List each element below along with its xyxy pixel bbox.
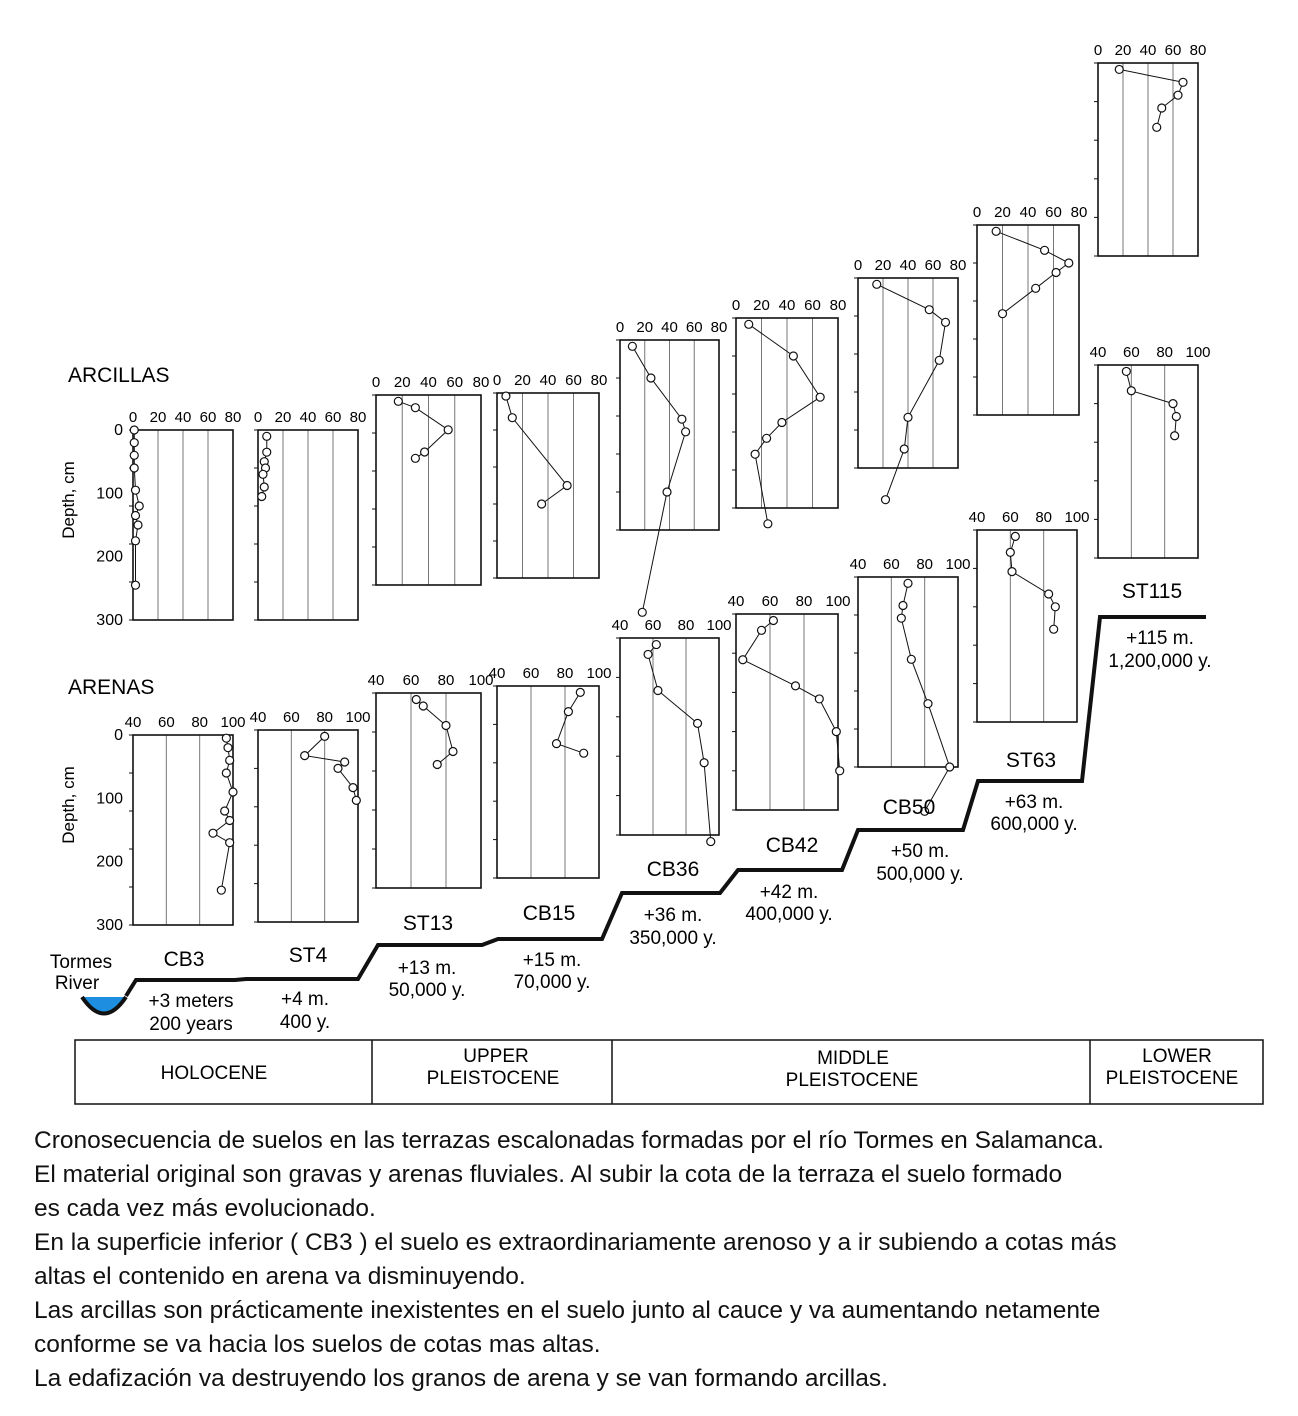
clay-cb42-x-tick-label: 0 — [731, 297, 741, 314]
sand-cb15-x-tick-label: 100 — [586, 665, 612, 682]
sand-st63-x-tick-label: 40 — [968, 509, 986, 526]
clay-st115-data-point — [1158, 104, 1166, 112]
sand-cb36-x-tick-label: 80 — [677, 617, 695, 634]
caption-line: Las arcillas son prácticamente inexistentes en el suelo junto al cauce y va aumentando netamente — [34, 1297, 1101, 1324]
caption-line: La edafización va destruyendo los granos de arena y se van formando arcillas. — [34, 1365, 888, 1392]
clay-cb15-x-tick-label: 80 — [590, 372, 608, 389]
clay-cb36-data-point — [678, 415, 686, 423]
sand-cb3-data-point — [222, 769, 230, 777]
sand-section-label: ARENAS — [68, 676, 155, 699]
clay-cb50-data-point — [904, 413, 912, 421]
sand-st13-panel — [368, 672, 494, 888]
clay-cb3-data-point — [130, 426, 138, 434]
clay-cb3-data-point — [130, 451, 138, 459]
profile-name-cb50: CB50 — [882, 796, 936, 819]
sand-cb36-panel — [612, 617, 732, 846]
caption-line: Cronosecuencia de suelos en las terrazas escalonadas formadas por el río Tormes en Salamanca. — [34, 1127, 1104, 1154]
sand-cb3-data-point — [224, 744, 232, 752]
sand-st115-panel — [1090, 344, 1211, 558]
clay-st13-x-tick-label: 60 — [446, 374, 464, 391]
clay-st4-x-tick-label: 0 — [253, 409, 263, 426]
clay-cb50-panel — [854, 257, 967, 504]
sand-cb36-x-tick-label: 100 — [706, 617, 732, 634]
caption-line: En la superficie inferior ( CB3 ) el suelo es extraordinariamente arenoso y a ir subiendo a cotas más — [34, 1229, 1117, 1256]
clay-cb3-data-point — [135, 502, 143, 510]
profile-name-st4: ST4 — [288, 944, 328, 967]
clay-cb15-profile-line — [506, 396, 567, 504]
clay-cb15-x-tick-label: 0 — [492, 372, 502, 389]
sand-st63-panel — [969, 509, 1090, 722]
sand-cb36-data-point — [652, 641, 660, 649]
clay-cb50-data-point — [925, 306, 933, 314]
clay-cb42-panel — [732, 297, 847, 528]
profile-name-st13: ST13 — [402, 912, 454, 935]
sand-st63-x-tick-label: 80 — [1035, 509, 1053, 526]
sand-depth-axis-label: Depth, cm — [59, 766, 78, 844]
sand-cb36-data-point — [707, 838, 715, 846]
sand-st63-x-tick-label: 100 — [1064, 509, 1090, 526]
sand-st63-data-point — [1051, 603, 1059, 611]
sand-cb3-data-point — [209, 829, 217, 837]
sand-cb42-frame — [736, 614, 838, 810]
terrace-height-cb50: +50 m. — [890, 841, 950, 862]
clay-st115-x-tick-label: 0 — [1093, 42, 1103, 59]
clay-cb3-data-point — [132, 512, 140, 520]
sand-cb36-data-point — [700, 759, 708, 767]
terrace-age-st4: 400 y. — [279, 1012, 331, 1033]
clay-st4-data-point — [258, 493, 266, 501]
clay-cb50-data-point — [942, 318, 950, 326]
sand-cb42-x-tick-label: 60 — [761, 593, 779, 610]
clay-st115-x-tick-label: 80 — [1189, 42, 1207, 59]
clay-cb36-x-tick-label: 60 — [685, 319, 703, 336]
sand-cb42-x-tick-label: 80 — [795, 593, 813, 610]
clay-st63-x-tick-label: 40 — [1019, 204, 1037, 221]
sand-cb36-data-point — [654, 687, 662, 695]
profile-name-cb36: CB36 — [646, 858, 700, 881]
sand-cb3-depth-tick-label: 300 — [96, 917, 123, 934]
sand-cb50-x-tick-label: 60 — [882, 556, 900, 573]
sand-cb50-data-point — [924, 700, 932, 708]
sand-st115-data-point — [1122, 367, 1130, 375]
clay-st4-data-point — [260, 483, 268, 491]
clay-st13-data-point — [444, 426, 452, 434]
clay-cb15-data-point — [502, 392, 510, 400]
sand-cb3-depth-tick-label: 0 — [114, 727, 123, 744]
sand-cb3-data-point — [217, 886, 225, 894]
sand-cb3-x-tick-label: 60 — [157, 714, 175, 731]
sand-cb42-data-point — [836, 767, 844, 775]
river-label-line2: River — [54, 973, 100, 994]
sand-cb15-x-tick-label: 60 — [522, 665, 540, 682]
clay-st4-panel — [254, 409, 367, 620]
clay-cb3-data-point — [134, 521, 142, 529]
sand-cb15-data-point — [553, 740, 561, 748]
sand-cb36-frame — [620, 638, 719, 835]
sand-cb50-profile-line — [901, 583, 949, 811]
clay-cb50-data-point — [873, 280, 881, 288]
clay-st13-x-tick-label: 20 — [393, 374, 411, 391]
clay-cb36-x-tick-label: 20 — [636, 319, 654, 336]
clay-st115-data-point — [1153, 123, 1161, 131]
sand-cb15-data-point — [576, 688, 584, 696]
sand-st63-x-tick-label: 60 — [1001, 509, 1019, 526]
clay-st63-x-tick-label: 60 — [1045, 204, 1062, 221]
sand-st4-data-point — [321, 732, 329, 740]
clay-cb42-x-tick-label: 20 — [753, 297, 770, 314]
clay-cb36-x-tick-label: 80 — [710, 319, 728, 336]
clay-cb3-data-point — [132, 486, 140, 494]
terrace-age-cb42: 400,000 y. — [745, 904, 833, 925]
profile-name-cb3: CB3 — [163, 948, 205, 971]
clay-st4-x-tick-label: 60 — [324, 409, 342, 426]
terrace-age-cb15: 70,000 y. — [513, 972, 591, 993]
clay-st13-x-tick-label: 40 — [420, 374, 437, 391]
clay-cb42-data-point — [778, 419, 786, 427]
sand-st115-data-point — [1169, 400, 1177, 408]
sand-cb15-data-point — [564, 708, 572, 716]
clay-cb36-profile-line — [632, 346, 685, 612]
terrace-height-cb15: +15 m. — [522, 950, 582, 971]
profile-panels — [96, 42, 1211, 1035]
clay-st115-panel — [1094, 42, 1207, 256]
profile-name-cb42: CB42 — [765, 834, 819, 857]
clay-cb36-data-point — [647, 374, 655, 382]
sand-cb42-data-point — [792, 682, 800, 690]
sand-st4-data-point — [341, 758, 349, 766]
terrace-height-cb36: +36 m. — [643, 905, 703, 926]
clay-st13-data-point — [411, 454, 419, 462]
clay-st115-x-tick-label: 60 — [1164, 42, 1182, 59]
clay-cb42-data-point — [816, 393, 824, 401]
clay-cb3-x-tick-label: 60 — [199, 409, 217, 426]
clay-st13-data-point — [411, 404, 419, 412]
clay-cb36-data-point — [638, 608, 646, 616]
sand-cb42-panel — [728, 593, 851, 810]
period-lower-line1: LOWER — [1142, 1046, 1212, 1067]
sand-cb36-data-point — [694, 719, 702, 727]
sand-cb15-x-tick-label: 40 — [488, 665, 506, 682]
clay-cb15-x-tick-label: 20 — [514, 372, 531, 389]
sand-cb3-depth-tick-label: 100 — [96, 790, 123, 808]
clay-cb36-data-point — [682, 428, 690, 436]
sand-st115-x-tick-label: 40 — [1089, 344, 1107, 361]
sand-cb50-frame — [858, 577, 958, 767]
clay-cb3-depth-tick-label: 200 — [96, 548, 123, 566]
terrace-age-cb3: 200 years — [149, 1014, 233, 1035]
sand-cb50-x-tick-label: 40 — [849, 556, 867, 573]
sand-st13-frame — [376, 693, 481, 888]
clay-cb50-data-point — [882, 496, 890, 504]
sand-st4-x-tick-label: 40 — [249, 709, 267, 726]
sand-st4-data-point — [349, 784, 357, 792]
clay-st115-data-point — [1115, 65, 1123, 73]
profile-name-cb15: CB15 — [522, 902, 576, 925]
clay-cb42-data-point — [789, 352, 797, 360]
clay-cb50-x-tick-label: 60 — [924, 257, 942, 274]
terrace-age-cb36: 350,000 y. — [629, 928, 717, 949]
sand-st63-data-point — [1006, 548, 1014, 556]
terrace-age-cb50: 500,000 y. — [876, 864, 964, 885]
sand-cb15-panel — [489, 665, 612, 878]
sand-cb50-data-point — [946, 763, 954, 771]
sand-cb3-data-point — [229, 788, 237, 796]
clay-cb3-panel — [96, 409, 241, 629]
sand-st13-data-point — [433, 761, 441, 769]
sand-cb42-profile-line — [743, 621, 840, 771]
clay-st4-x-tick-label: 20 — [274, 409, 292, 426]
clay-cb50-x-tick-label: 80 — [949, 257, 967, 274]
clay-cb42-data-point — [763, 434, 771, 442]
terrace-height-st4: +4 m. — [280, 989, 330, 1010]
sand-st4-x-tick-label: 100 — [345, 709, 371, 726]
clay-cb3-data-point — [130, 464, 138, 472]
sand-st4-x-tick-label: 80 — [316, 709, 334, 726]
sand-cb42-data-point — [758, 626, 766, 634]
clay-cb15-x-tick-label: 60 — [565, 372, 582, 389]
clay-st13-data-point — [421, 448, 429, 456]
sand-st4-data-point — [352, 796, 360, 804]
clay-cb15-x-tick-label: 40 — [539, 372, 557, 389]
clay-cb3-depth-tick-label: 0 — [114, 422, 123, 439]
terrace-height-st13: +13 m. — [397, 958, 457, 979]
clay-st63-data-point — [1052, 269, 1060, 277]
sand-cb50-data-point — [899, 602, 907, 610]
clay-cb50-data-point — [935, 356, 943, 364]
period-holocene: HOLOCENE — [160, 1063, 268, 1084]
sand-st13-x-tick-label: 60 — [402, 672, 420, 689]
sand-st115-data-point — [1127, 387, 1135, 395]
sand-cb50-panel — [850, 556, 971, 815]
sand-st63-profile-line — [1010, 536, 1055, 629]
sand-cb3-data-point — [226, 817, 234, 825]
clay-cb42-x-tick-label: 40 — [778, 297, 796, 314]
clay-st13-panel — [372, 374, 490, 585]
sand-st63-data-point — [1050, 625, 1058, 633]
clay-st63-data-point — [999, 310, 1007, 318]
sand-cb42-data-point — [769, 617, 777, 625]
sand-cb50-x-tick-label: 100 — [945, 556, 971, 573]
sand-cb3-x-tick-label: 100 — [220, 714, 246, 731]
clay-cb15-data-point — [538, 500, 546, 508]
profile-name-st63: ST63 — [1005, 749, 1057, 772]
clay-cb3-data-point — [132, 581, 140, 589]
clay-cb15-data-point — [563, 482, 571, 490]
sand-cb3-data-point — [226, 839, 234, 847]
terrace-height-cb42: +42 m. — [759, 882, 819, 903]
clay-st4-x-tick-label: 40 — [299, 409, 317, 426]
sand-cb15-x-tick-label: 80 — [556, 665, 574, 682]
profile-name-st115: ST115 — [1121, 580, 1183, 603]
clay-st4-data-point — [259, 470, 267, 478]
terrace-height-st63: +63 m. — [1004, 792, 1064, 813]
clay-st63-panel — [973, 204, 1088, 415]
clay-cb3-x-tick-label: 20 — [149, 409, 167, 426]
caption-line: altas el contenido en arena va disminuyendo. — [34, 1263, 526, 1290]
clay-cb42-data-point — [745, 320, 753, 328]
sand-cb50-data-point — [907, 655, 915, 663]
caption-line: El material original son gravas y arenas fluviales. Al subir la cota de la terraza el suelo formado — [34, 1161, 1063, 1188]
terrace-age-st63: 600,000 y. — [990, 814, 1078, 835]
clay-st13-x-tick-label: 80 — [472, 374, 490, 391]
sand-cb3-x-tick-label: 40 — [124, 714, 142, 731]
sand-cb3-data-point — [221, 807, 229, 815]
clay-st63-data-point — [1065, 259, 1073, 267]
sand-st13-x-tick-label: 100 — [468, 672, 494, 689]
sand-cb3-x-tick-label: 80 — [191, 714, 209, 731]
period-table — [75, 1040, 1263, 1104]
sand-cb42-data-point — [739, 656, 747, 664]
clay-st63-data-point — [1041, 246, 1049, 254]
sand-cb36-profile-line — [648, 645, 711, 842]
caption-line: conforme se va hacia los suelos de cotas mas altas. — [34, 1331, 601, 1358]
sand-cb42-x-tick-label: 40 — [727, 593, 745, 610]
clay-cb42-data-point — [751, 450, 759, 458]
period-middle-line1: MIDDLE — [817, 1048, 889, 1069]
clay-st13-x-tick-label: 0 — [371, 374, 381, 391]
clay-cb3-x-tick-label: 0 — [128, 409, 138, 426]
sand-cb3-depth-tick-label: 200 — [96, 853, 123, 871]
terrace-age-st115: 1,200,000 y. — [1108, 651, 1212, 672]
clay-st63-data-point — [992, 227, 1000, 235]
sand-st115-frame — [1098, 365, 1198, 558]
terrace-height-cb3: +3 meters — [148, 991, 234, 1012]
river-label-line1: Tormes — [49, 952, 113, 973]
clay-cb3-depth-tick-label: 300 — [96, 612, 123, 629]
sand-st13-data-point — [419, 702, 427, 710]
sand-st4-x-tick-label: 60 — [282, 709, 300, 726]
clay-cb50-x-tick-label: 20 — [874, 257, 892, 274]
clay-st13-data-point — [394, 397, 402, 405]
sand-st63-data-point — [1045, 590, 1053, 598]
clay-st4-x-tick-label: 80 — [349, 409, 367, 426]
clay-cb50-x-tick-label: 0 — [853, 257, 863, 274]
period-upper-line2: PLEISTOCENE — [426, 1068, 560, 1089]
sand-cb3-panel — [96, 714, 245, 934]
sand-st13-data-point — [449, 748, 457, 756]
sand-cb3-data-point — [222, 734, 230, 742]
clay-cb3-data-point — [132, 537, 140, 545]
sand-cb42-data-point — [832, 728, 840, 736]
clay-section-label: ARCILLAS — [68, 364, 170, 387]
sand-st4-data-point — [301, 752, 309, 760]
period-upper-line1: UPPER — [463, 1046, 529, 1067]
period-lower-line2: PLEISTOCENE — [1105, 1068, 1239, 1089]
sand-cb50-data-point — [897, 614, 905, 622]
clay-cb3-data-point — [130, 439, 138, 447]
sand-st63-frame — [977, 530, 1077, 722]
clay-st115-x-tick-label: 40 — [1139, 42, 1157, 59]
terrace-age-st13: 50,000 y. — [388, 980, 466, 1001]
sand-st4-profile-line — [305, 736, 357, 800]
clay-cb3-x-tick-label: 80 — [224, 409, 242, 426]
clay-depth-axis-label: Depth, cm — [59, 461, 78, 539]
sand-cb15-data-point — [580, 749, 588, 757]
clay-cb50-data-point — [900, 445, 908, 453]
sand-st115-x-tick-label: 60 — [1122, 344, 1140, 361]
clay-st4-data-point — [263, 448, 271, 456]
clay-cb42-x-tick-label: 60 — [804, 297, 821, 314]
clay-st63-x-tick-label: 20 — [994, 204, 1011, 221]
sand-st4-panel — [250, 709, 371, 922]
clay-cb15-panel — [493, 372, 608, 578]
clay-cb36-x-tick-label: 40 — [661, 319, 678, 336]
sand-st63-data-point — [1008, 568, 1016, 576]
clay-st115-x-tick-label: 20 — [1114, 42, 1132, 59]
period-middle-line2: PLEISTOCENE — [785, 1070, 919, 1091]
clay-cb36-data-point — [628, 342, 636, 350]
clay-st63-x-tick-label: 0 — [972, 204, 982, 221]
clay-cb36-x-tick-label: 0 — [615, 319, 625, 336]
sand-cb36-x-tick-label: 60 — [644, 617, 662, 634]
clay-cb3-depth-tick-label: 100 — [96, 485, 123, 503]
clay-cb36-panel — [616, 319, 728, 616]
sand-st13-x-tick-label: 80 — [437, 672, 455, 689]
sand-st115-x-tick-label: 100 — [1185, 344, 1211, 361]
sand-cb42-data-point — [815, 695, 823, 703]
sand-st115-x-tick-label: 80 — [1156, 344, 1174, 361]
sand-cb15-frame — [497, 686, 599, 878]
clay-st63-x-tick-label: 80 — [1070, 204, 1088, 221]
caption-line: es cada vez más evolucionado. — [34, 1195, 376, 1222]
clay-cb42-data-point — [764, 520, 772, 528]
sand-cb3-data-point — [226, 756, 234, 764]
sand-st115-data-point — [1172, 412, 1180, 420]
clay-cb15-data-point — [508, 414, 516, 422]
clay-cb42-x-tick-label: 80 — [829, 297, 847, 314]
sand-cb36-x-tick-label: 40 — [611, 617, 629, 634]
terrace-height-st115: +115 m. — [1126, 628, 1194, 649]
sand-st115-data-point — [1171, 432, 1179, 440]
sand-st4-data-point — [334, 764, 342, 772]
clay-cb36-data-point — [663, 488, 671, 496]
clay-cb50-x-tick-label: 40 — [899, 257, 917, 274]
sand-cb36-data-point — [644, 650, 652, 658]
sand-st13-data-point — [442, 722, 450, 730]
sand-cb50-data-point — [904, 579, 912, 587]
clay-st115-data-point — [1179, 78, 1187, 86]
clay-st4-data-point — [263, 432, 271, 440]
sand-st13-data-point — [412, 696, 420, 704]
sand-st63-data-point — [1011, 532, 1019, 540]
sand-cb42-x-tick-label: 100 — [825, 593, 851, 610]
sand-st13-x-tick-label: 40 — [367, 672, 385, 689]
sand-cb50-x-tick-label: 80 — [916, 556, 934, 573]
figure-caption — [34, 1124, 1284, 1396]
clay-st115-data-point — [1174, 91, 1182, 99]
clay-st63-data-point — [1032, 284, 1040, 292]
clay-cb3-x-tick-label: 40 — [174, 409, 192, 426]
